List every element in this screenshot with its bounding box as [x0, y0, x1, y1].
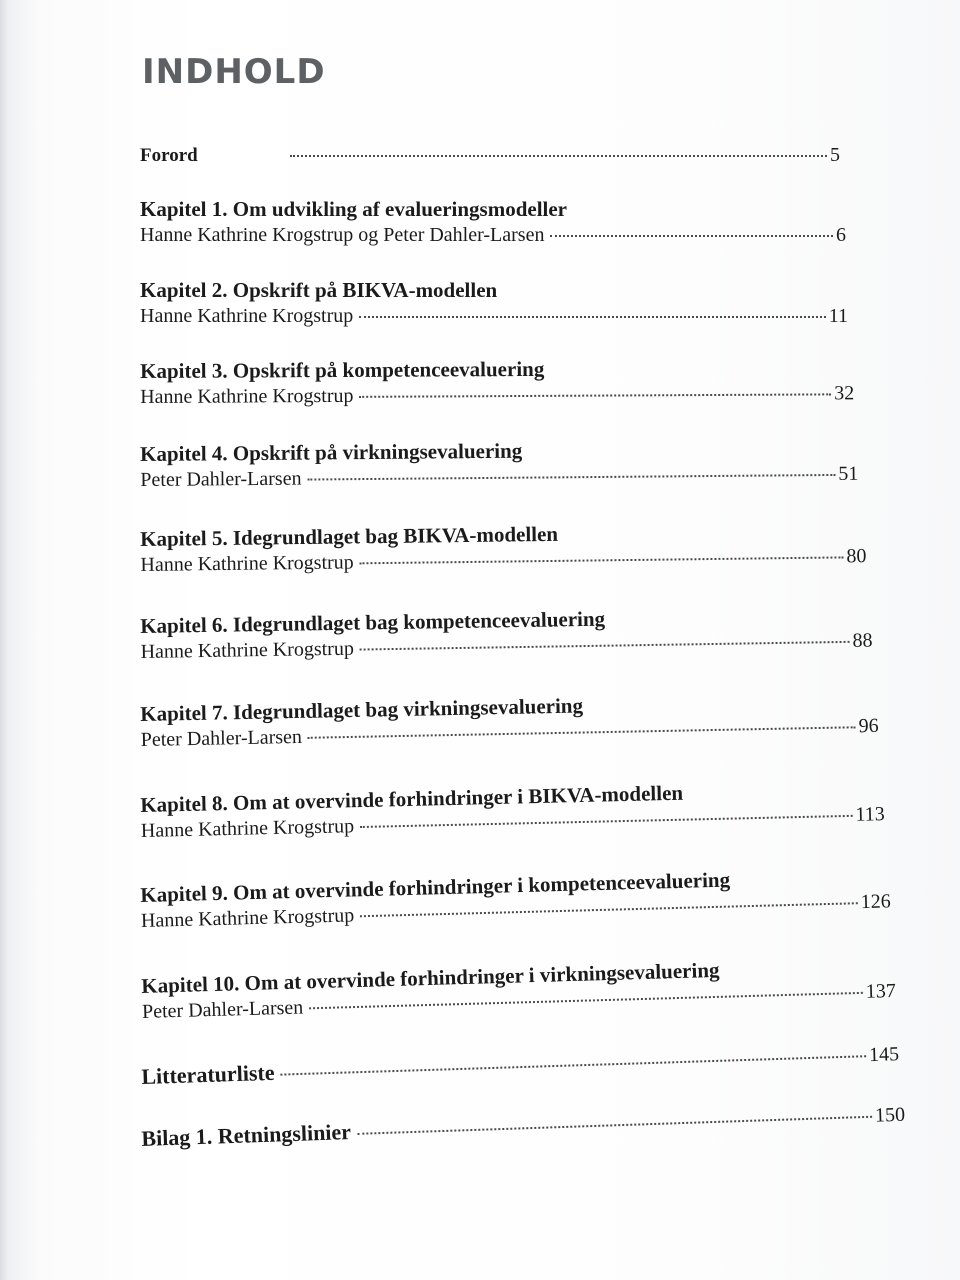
toc-entry-chapter-1 [140, 196, 846, 248]
toc-entry-chapter-10 [141, 952, 896, 1025]
toc-entry-chapter-5 [140, 517, 867, 578]
toc-entry-title: Litteraturliste [141, 1059, 275, 1089]
toc-entry-chapter-8 [140, 775, 885, 844]
toc-entry-author: Peter Dahler-Larsen [141, 996, 304, 1023]
toc-entry-title: Kapitel 10. Om at overvinde forhindringer i virkningsevaluering [141, 957, 720, 998]
toc-entry-title: Kapitel 1. Om udvikling af evalueringsmodeller [140, 197, 568, 221]
toc-entry-page: 145 [868, 1043, 900, 1067]
dot-leader [360, 641, 850, 651]
toc-entry-chapter-7 [140, 687, 879, 753]
toc-entry-page: 32 [834, 382, 855, 405]
dot-leader [357, 1116, 872, 1135]
dot-leader [360, 902, 858, 917]
dot-leader [281, 1055, 867, 1075]
toc-entry-chapter-2 [140, 277, 848, 329]
toc-entry-author: Hanne Kathrine Krogstrup og Peter Dahler-Larsen [140, 224, 545, 246]
toc-entry-author: Hanne Kathrine Krogstrup [140, 551, 354, 576]
toc-entry-page: 150 [874, 1103, 906, 1127]
toc-entry-bibliography [141, 1040, 899, 1091]
toc-entry-page: 113 [855, 803, 885, 826]
toc-entry-author: Hanne Kathrine Krogstrup [140, 637, 355, 663]
toc-entry-chapter-9 [140, 862, 891, 934]
toc-entry-author: Hanne Kathrine Krogstrup [140, 305, 354, 327]
dot-leader [360, 815, 852, 828]
toc-entry-author: Hanne Kathrine Krogstrup [140, 815, 355, 842]
dot-leader [359, 393, 831, 397]
toc-entry-title: Kapitel 7. Idegrundlaget bag virkningsevaluering [140, 693, 584, 726]
toc-entry-author: Hanne Kathrine Krogstrup [140, 384, 354, 408]
toc-entry-page: 5 [830, 144, 840, 166]
toc-entry-author: Hanne Kathrine Krogstrup [140, 904, 355, 932]
toc-entry-title: Kapitel 4. Opskrift på virkningsevaluering [140, 438, 523, 466]
toc-entry-appendix-1 [141, 1101, 905, 1153]
toc-entry-page: 80 [846, 545, 867, 568]
toc-entry-page: 126 [860, 890, 892, 914]
dot-leader [290, 155, 827, 157]
toc-entry-chapter-6 [140, 602, 873, 665]
toc-entry-page: 88 [852, 629, 873, 652]
dot-leader [359, 316, 825, 318]
dot-leader [550, 235, 833, 237]
dot-leader [360, 556, 844, 564]
dot-leader [308, 726, 856, 739]
toc-entry-title: Kapitel 8. Om at overvinde forhindringer i BIKVA-modellen [140, 780, 684, 817]
toc-entry-title: Kapitel 3. Opskrift på kompetenceevaluering [140, 356, 545, 383]
toc-entry-title: Forord [140, 145, 198, 166]
toc-entry-page: 96 [858, 714, 879, 738]
toc-entry-author: Peter Dahler-Larsen [140, 467, 302, 491]
toc-entry-author: Peter Dahler-Larsen [140, 725, 303, 751]
page-title: INDHOLD [142, 52, 326, 92]
toc-entry-chapter-3 [140, 354, 854, 410]
toc-entry-forord [140, 142, 840, 169]
toc-entry-page: 51 [838, 462, 859, 485]
toc-entry-page: 11 [828, 305, 848, 327]
toc-entry-title: Kapitel 6. Idegrundlaget bag kompetenceevaluering [140, 606, 606, 638]
toc-entry-title: Kapitel 2. Opskrift på BIKVA-modellen [140, 278, 498, 302]
toc-entry-page: 137 [865, 979, 897, 1003]
dot-leader [308, 474, 836, 481]
toc-entry-title: Bilag 1. Retningslinier [141, 1119, 352, 1151]
toc-entry-title: Kapitel 5. Idegrundlaget bag BIKVA-modellen [140, 521, 559, 551]
toc-entry-title: Kapitel 9. Om at overvinde forhindringer i kompetenceevaluering [140, 867, 731, 907]
dot-leader [309, 992, 863, 1009]
toc-entry-page: 6 [836, 224, 846, 246]
toc-entry-chapter-4 [140, 435, 858, 493]
